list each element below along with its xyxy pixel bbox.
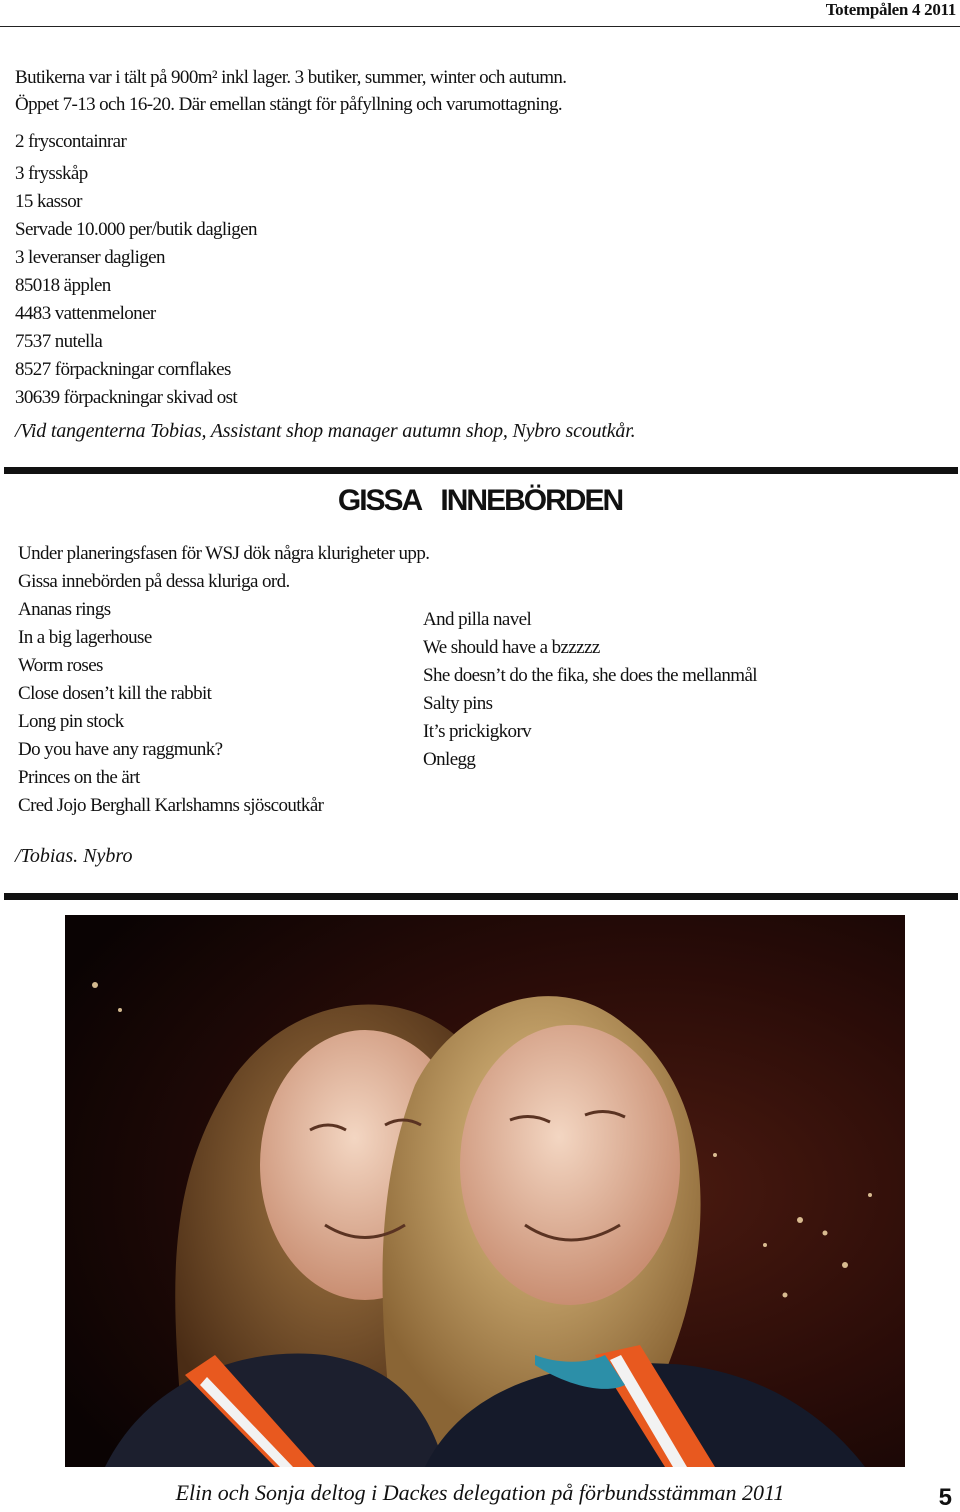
fact-item: 8527 förpackningar cornflakes xyxy=(15,359,231,380)
fact-item: Servade 10.000 per/butik dagligen xyxy=(15,219,257,240)
intro-line: Butikerna var i tält på 900m² inkl lager. 3 butiker, summer, winter och autumn. xyxy=(15,67,567,88)
quiz-left-column xyxy=(18,596,438,820)
quiz-item: We should have a bzzzzz xyxy=(423,637,600,658)
quiz-item: In a big lagerhouse xyxy=(18,627,152,648)
photo xyxy=(65,915,905,1467)
photo-illustration xyxy=(65,915,905,1467)
publication-header: Totempålen 4 2011 xyxy=(825,0,956,19)
quiz-item: Ananas rings xyxy=(18,599,111,620)
quiz-credit: Cred Jojo Berghall Karlshamns sjöscoutkår xyxy=(18,795,324,816)
quiz-intro-line: Under planeringsfasen för WSJ dök några klurigheter upp. xyxy=(18,543,430,564)
quiz-item: It’s prickigkorv xyxy=(423,721,532,742)
quiz-item: Worm roses xyxy=(18,655,103,676)
fact-item: 2 fryscontainrar xyxy=(15,131,127,152)
author-signoff: /Vid tangenterna Tobias, Assistant shop manager autumn shop, Nybro scoutkår. xyxy=(15,420,636,442)
quiz-item: Long pin stock xyxy=(18,711,124,732)
quiz-item: She doesn’t do the fika, she does the mellanmål xyxy=(423,665,757,686)
fact-item: 3 frysskåp xyxy=(15,163,88,184)
quiz-item: Salty pins xyxy=(423,693,493,714)
quiz-item: And pilla navel xyxy=(423,609,532,630)
section-divider xyxy=(4,893,958,900)
quiz-item: Do you have any raggmunk? xyxy=(18,739,223,760)
header-divider xyxy=(0,26,960,27)
quiz-item: Princes on the ärt xyxy=(18,767,140,788)
facts-list xyxy=(15,128,715,412)
quiz-item: Close dosen’t kill the rabbit xyxy=(18,683,212,704)
intro-paragraph xyxy=(15,64,915,118)
page-number: 5 xyxy=(938,1484,952,1511)
photo-caption: Elin och Sonja deltog i Dackes delegation på förbundsstämman 2011 xyxy=(175,1480,785,1505)
section-title: GISSA INNEBÖRDEN xyxy=(337,484,623,517)
fact-item: 85018 äpplen xyxy=(15,275,111,296)
fact-item: 30639 förpackningar skivad ost xyxy=(15,387,238,408)
intro-line: Öppet 7-13 och 16-20. Där emellan stängt för påfyllning och varumottagning. xyxy=(15,94,563,115)
quiz-right-column xyxy=(423,606,943,774)
fact-item: 15 kassor xyxy=(15,191,82,212)
section-divider xyxy=(4,467,958,474)
fact-item: 7537 nutella xyxy=(15,331,103,352)
fact-item: 4483 vattenmeloner xyxy=(15,303,156,324)
quiz-item: Onlegg xyxy=(423,749,476,770)
quiz-signoff: /Tobias. Nybro xyxy=(15,845,133,867)
fact-item: 3 leveranser dagligen xyxy=(15,247,165,268)
quiz-intro xyxy=(18,540,918,596)
quiz-intro-line: Gissa innebörden på dessa kluriga ord. xyxy=(18,571,290,592)
